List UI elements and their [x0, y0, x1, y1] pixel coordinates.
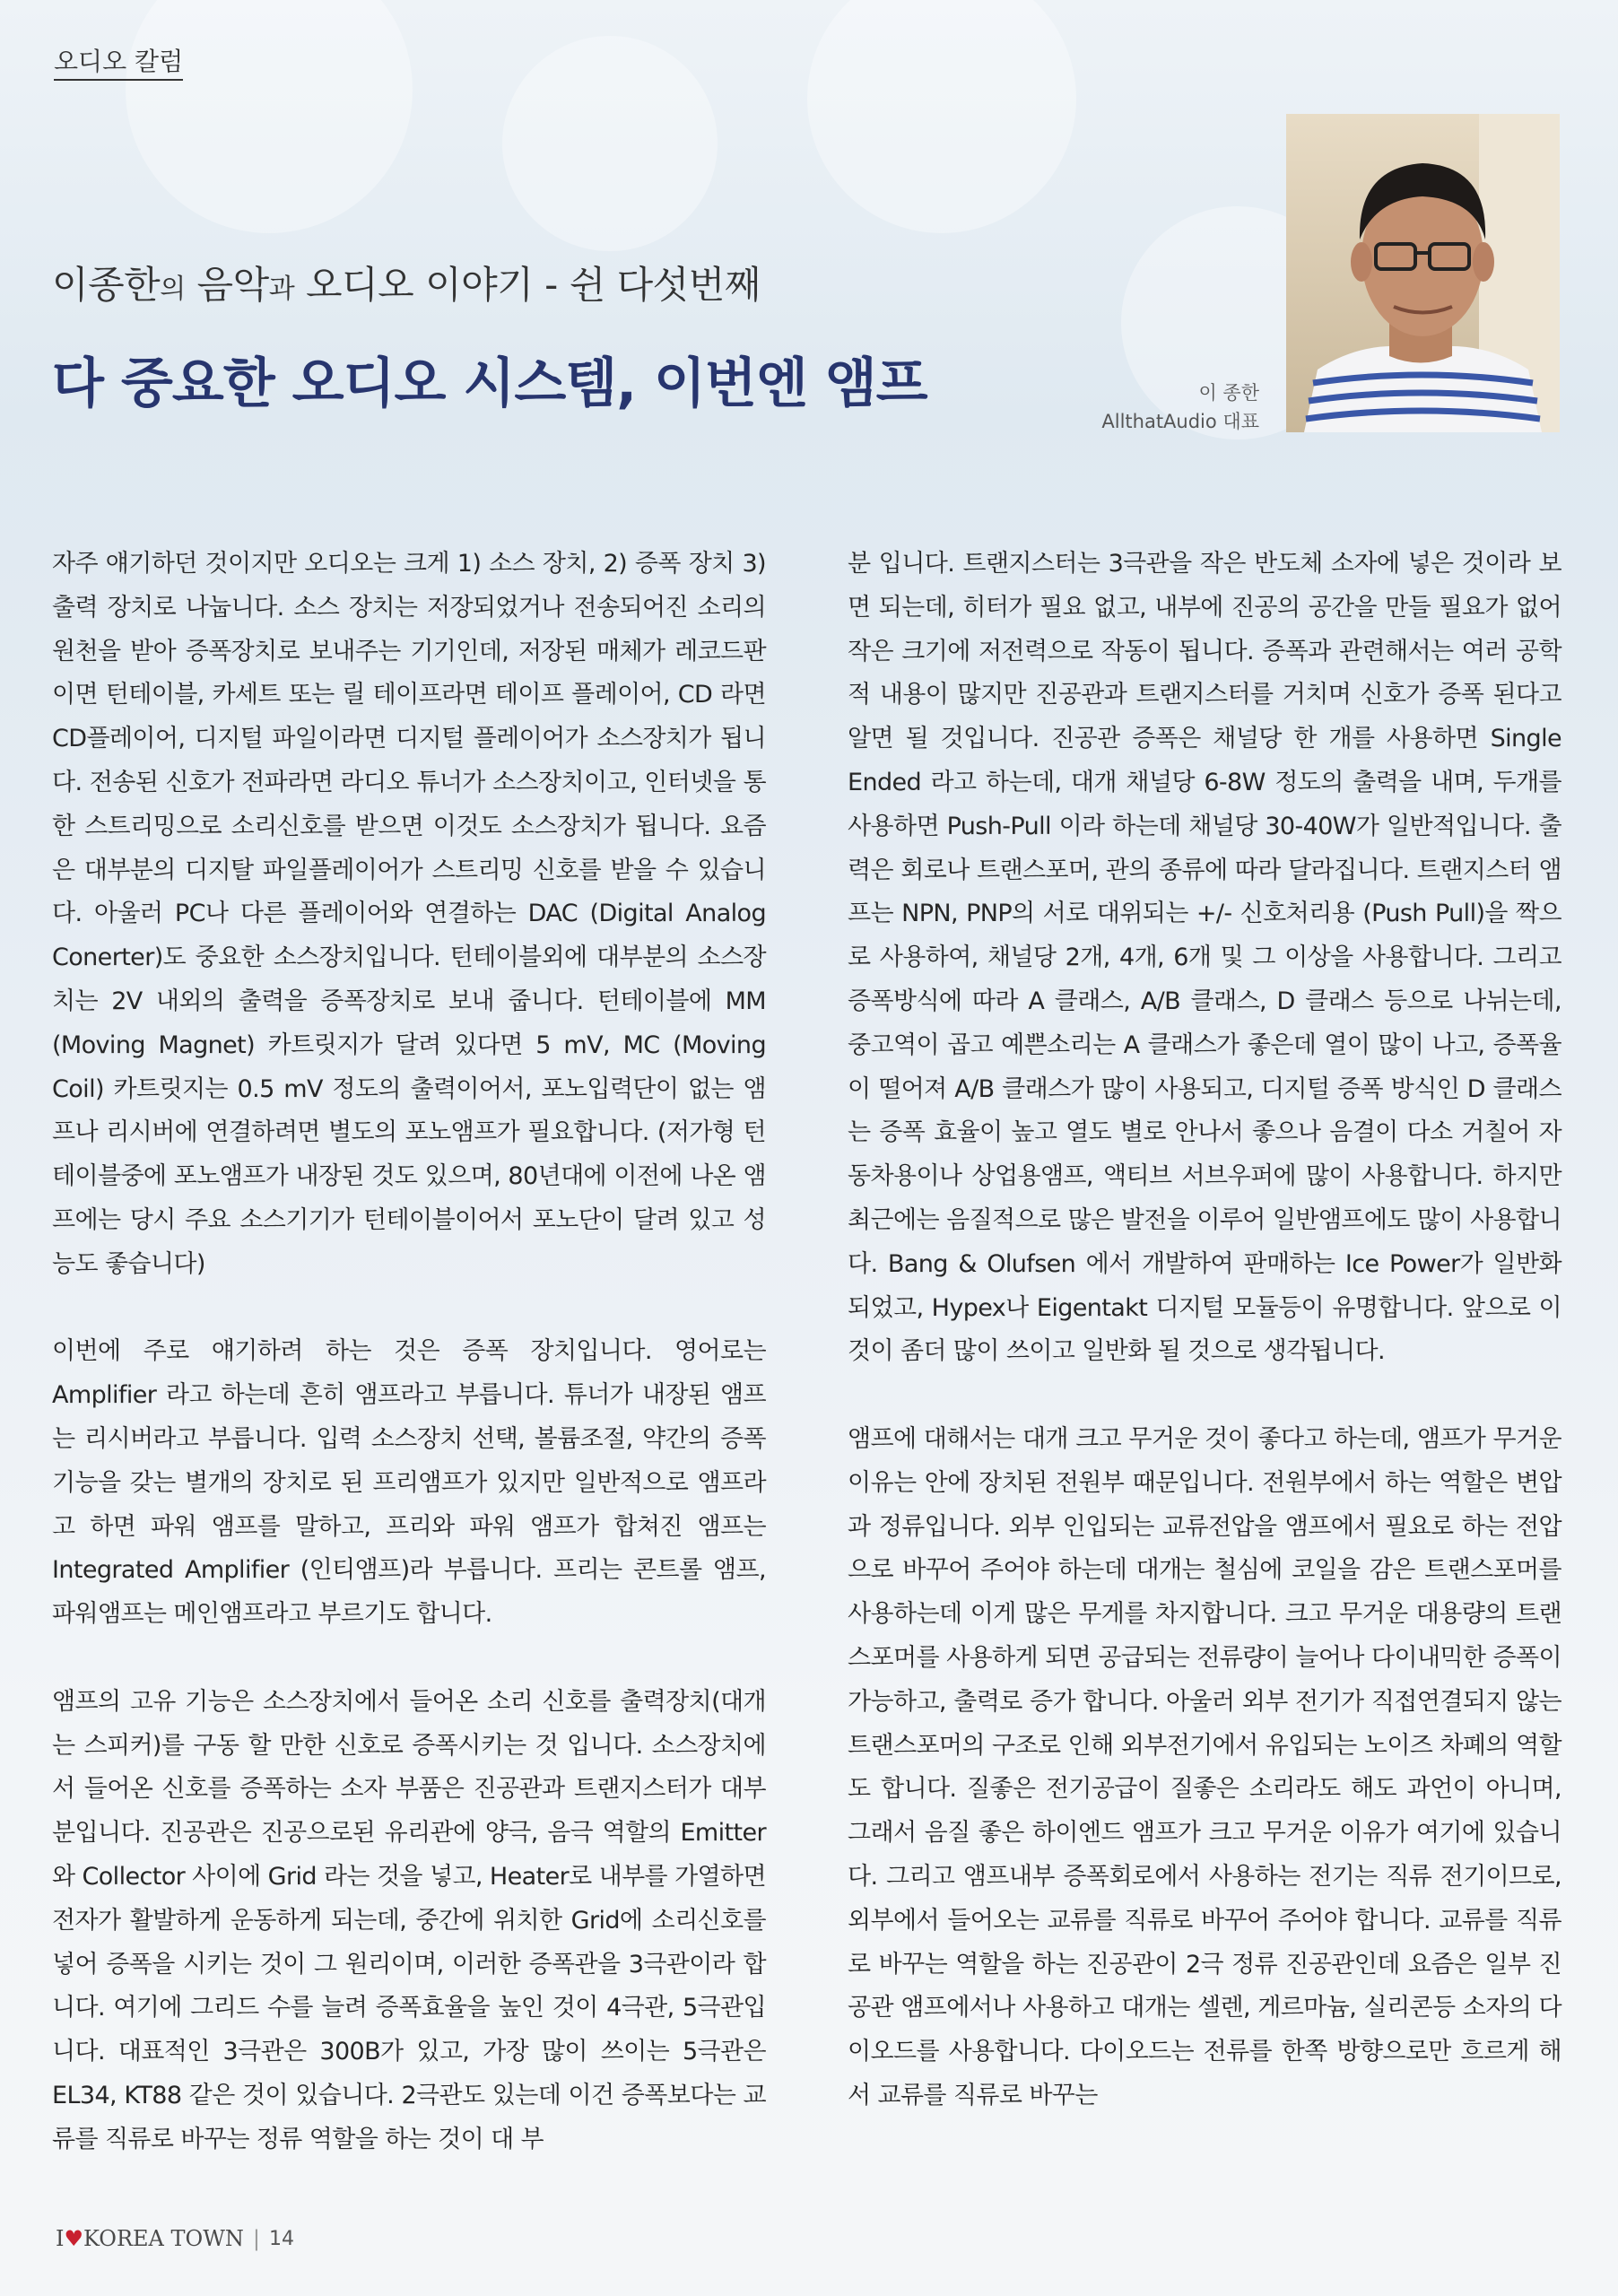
series-particle: 의 [160, 274, 186, 305]
section-label: 오디오 칼럼 [54, 47, 183, 81]
page-number: 14 [268, 2227, 294, 2250]
body-paragraph: 앰프에 대해서는 대개 크고 무거운 것이 좋다고 하는데, 앰프가 무거운 이유는 안에 장치된 전원부 때문입니다. 전원부에서 하는 역할은 변압과 정류입니다. 외부 인입되는 교류전압을 앰프에서 필요로 하는 전압으로 바꾸어 주어야 하는데 대개는 철심에 코일을 감은 트랜스포머를 사용하는데 이게 많은 무게를 차지합니다. 크고 무거운 대용량의 트랜스포머를 사용하게 되면 공급되는 전류량이 늘어나 다이내믹한 증폭이 가능하고, 출력로 증가 합니다. 아울러 외부 전기가 직접연결되지 않는 트랜스포머의 구조로 인해 외부전기에서 유입되는 노이즈 차폐의 역할도 합니다. 질좋은 전기공급이 질좋은 소리라도 해도 과언이 아니며, 그래서 음질 좋은 하이엔드 앰프가 크고 무거운 이유가 여기에 있습니다. 그리고 앰프내부 증폭회로에서 사용하는 전기는 직류 전기이므로, 외부에서 들어오는 교류를 직류로 바꾸어 주어야 합니다. 교류를 직류로 바꾸는 역할을 하는 진공관이 2극 정류 진공관인데 요즘은 일부 진공관 앰프에서나 사용하고 대개는 셀렌, 게르마늄, 실리콘등 소자의 다이오드를 사용합니다. 다이오드는 전류를 한쪽 방향으로만 흐르게 해서 교류를 직류로 바꾸는 [848, 1424, 1561, 2109]
footer-separator: | [252, 2226, 260, 2251]
headline: 다 중요한 오디오 시스템, 이번엔 앰프 [52, 352, 927, 415]
body-paragraph: 이번에 주로 얘기하려 하는 것은 증폭 장치입니다. 영어로는 Amplifier 라고 하는데 흔히 앰프라고 부릅니다. 튜너가 내장된 앰프는 리시버라고 부릅니다. 입력 소스장치 선택, 볼륨조절, 약간의 증폭 기능을 갖는 별개의 장치로 된 프리앰프가 있지만 일반적으로 앰프라고 하면 파워 앰프를 말하고, 프리와 파워 앰프가 합쳐진 앰프는 Integrated Amplifier (인티앰프)라 부릅니다. 프리는 콘트롤 앰프, 파워앰프는 메인앰프라고 부르기도 합니다. [52, 1337, 766, 1629]
body-column-left [52, 543, 766, 2205]
footer-brand-name: KOREA TOWN [83, 2226, 244, 2251]
body-column-right [848, 543, 1561, 2161]
author-title: AllthatAudio 대표 [1101, 411, 1259, 432]
series-title [52, 256, 761, 309]
heart-icon: ♥ [64, 2226, 83, 2251]
body-paragraph: 자주 얘기하던 것이지만 오디오는 크게 1) 소스 장치, 2) 증폭 장치 3) 출력 장치로 나눕니다. 소스 장치는 저장되었거나 전송되어진 소리의 원천을 받아 증폭장치로 보내주는 기기인데, 저장된 매체가 레코드판이면 턴테이블, 카세트 또는 릴 테이프라면 테이프 플레이어, CD 라면 CD플레이어, 디지털 파일이라면 디지털 플레이어가 소스장치가 됩니다. 전송된 신호가 전파라면 라디오 튜너가 소스장치이고, 인터넷을 통한 스트리밍으로 소리신호를 받으면 이것도 소스장치가 됩니다. 요즘은 대부분의 디지탈 파일플레이어가 스트리밍 신호를 받을 수 있습니다. 아울러 PC나 다른 플레이어와 연결하는 DAC (Digital Analog Conerter)도 중요한 소스장치입니다. 턴테이블외에 대부분의 소스장치는 2V 내외의 출력을 증폭장치로 보내 줍니다. 턴테이블에 MM (Moving Magnet) 카트릿지가 달려 있다면 5 mV, MC (Moving Coil) 카트릿지는 0.5 mV 정도의 출력이어서, 포노입력단이 없는 앰프나 리시버에 연결하려면 별도의 포노앰프가 필요합니다. (저가형 턴테이블중에 포노앰프가 내장된 것도 있으며, 80년대에 이전에 나온 앰프에는 당시 주요 소스기기가 턴테이블이어서 포노단이 달려 있고 성능도 좋습니다) [52, 550, 766, 1278]
series-rest: 오디오 이야기 - 쉰 다섯번째 [294, 263, 761, 307]
body-paragraph: 분 입니다. 트랜지스터는 3극관을 작은 반도체 소자에 넣은 것이라 보면 되는데, 히터가 필요 없고, 내부에 진공의 공간을 만들 필요가 없어 작은 크기에 저전력으로 작동이 됩니다. 증폭과 관련해서는 여러 공학적 내용이 많지만 진공관과 트랜지스터를 거치며 신호가 증폭 된다고 알면 될 것입니다. 진공관 증폭은 채널당 한 개를 사용하면 Single Ended 라고 하는데, 대개 채널당 6-8W 정도의 출력을 내며, 두개를 사용하면 Push-Pull 이라 하는데 채널당 30-40W가 일반적입니다. 출력은 회로나 트랜스포머, 관의 종류에 따라 달라집니다. 트랜지스터 앰프는 NPN, PNP의 서로 대위되는 +/- 신호처리용 (Push Pull)을 짝으로 사용하여, 채널당 2개, 4개, 6개 및 그 이상을 사용합니다. 그리고 증폭방식에 따라 A 클래스, A/B 클래스, D 클래스 등으로 나뉘는데, 중고역이 곱고 예쁜소리는 A 클래스가 좋은데 열이 많이 나고, 증폭율이 떨어져 A/B 클래스가 많이 사용되고, 디지털 증폭 방식인 D 클래스는 증폭 효율이 높고 열도 별로 안나서 좋으나 음결이 다소 거칠어 자동차용이나 상업용앰프, 액티브 서브우퍼에 많이 사용합니다. 하지만 최근에는 음질적으로 많은 발전을 이루어 일반앰프에도 많이 사용합니다. Bang & Olufsen 에서 개발하여 판매하는 Ice Power가 일반화 되었고, Hypex나 Eigentakt 디지털 모듈등이 유명합니다. 앞으로 이것이 좀더 많이 쓰이고 일반화 될 것으로 생각됩니다. [848, 550, 1561, 1366]
author-portrait-image [1286, 114, 1560, 432]
author-photo [1286, 114, 1560, 432]
footer [56, 2226, 294, 2251]
background-bokeh [126, 0, 413, 233]
body-paragraph: 앰프의 고유 기능은 소스장치에서 들어온 소리 신호를 출력장치(대개는 스피커)를 구동 할 만한 신호로 증폭시키는 것 입니다. 소스장치에서 들어온 신호를 증폭하는 소자 부품은 진공관과 트랜지스터가 대부분입니다. 진공관은 진공으로된 유리관에 양극, 음극 역할의 Emitter 와 Collector 사이에 Grid 라는 것을 넣고, Heater로 내부를 가열하면 전자가 활발하게 운동하게 되는데, 중간에 위치한 Grid에 소리신호를 넣어 증폭을 시키는 것이 그 원리이며, 이러한 증폭관을 3극관이라 합니다. 여기에 그리드 수를 늘려 증폭효율을 높인 것이 4극관, 5극관입니다. 대표적인 3극관은 300B가 있고, 가장 많이 쓰이는 5극관은 EL34, KT88 같은 것이 있습니다. 2극관도 있는데 이건 증폭보다는 교류를 직류로 바꾸는 정류 역할을 하는 것이 대 부 [52, 1687, 766, 2153]
background-bokeh [502, 36, 718, 251]
series-author-name: 이종한 [52, 263, 161, 307]
background-bokeh [807, 0, 1076, 233]
series-word: 음악 [185, 263, 269, 307]
footer-brand [56, 2226, 244, 2251]
author-name: 이 종한 [1198, 382, 1259, 404]
author-byline [1101, 378, 1259, 436]
footer-brand-i: I [56, 2226, 65, 2251]
series-particle: 과 [268, 274, 295, 305]
